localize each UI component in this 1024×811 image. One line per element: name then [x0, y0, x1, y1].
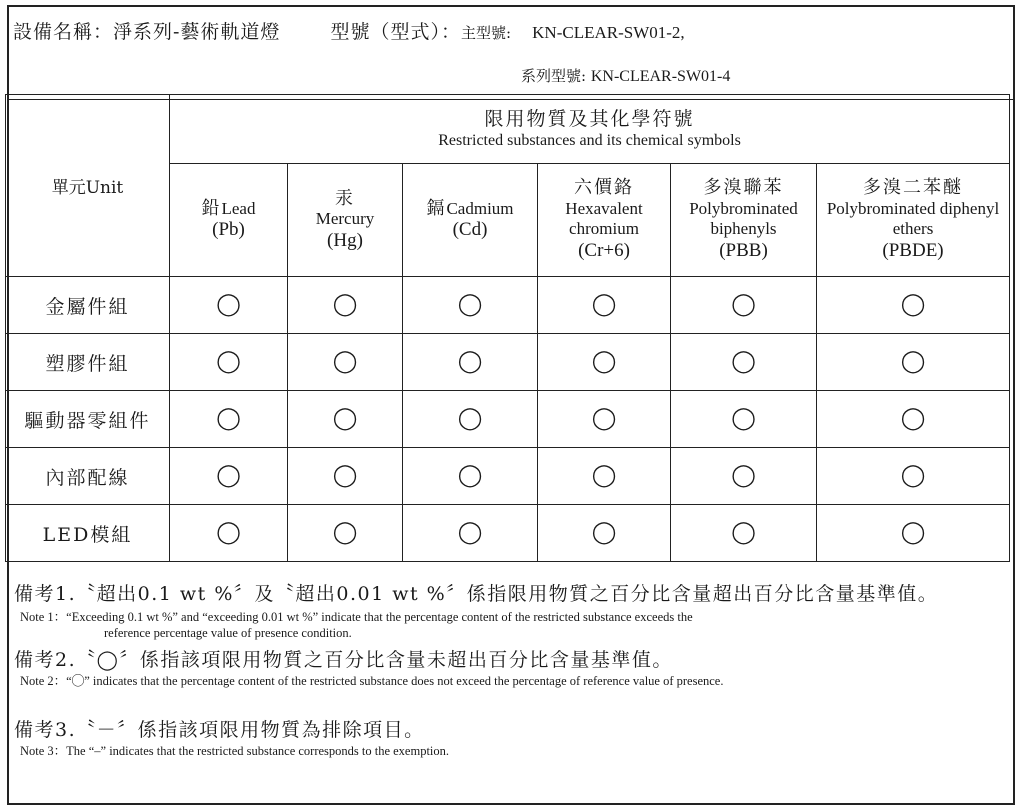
compliance-mark: ◯ — [817, 505, 1010, 562]
table-row — [6, 391, 1010, 448]
compliance-mark: ◯ — [817, 334, 1010, 391]
row-label: 內部配線 — [6, 448, 170, 505]
compliance-mark: ◯ — [817, 391, 1010, 448]
table-row — [6, 334, 1010, 391]
compliance-mark: ◯ — [403, 334, 538, 391]
compliance-mark: ◯ — [538, 277, 671, 334]
table-row — [6, 277, 1010, 334]
compliance-mark: ◯ — [403, 505, 538, 562]
substance-header-pbb: 多溴聯苯 Polybrominated biphenyls (PBB) — [671, 164, 817, 277]
compliance-mark: ◯ — [288, 391, 403, 448]
compliance-mark: ◯ — [671, 334, 817, 391]
header-line-1 — [13, 17, 685, 44]
substance-header-pbde: 多溴二苯醚 Polybrominated diphenyl ethers (PBDE) — [817, 164, 1010, 277]
compliance-mark: ◯ — [538, 448, 671, 505]
main-model-label: 主型號: — [460, 24, 512, 42]
compliance-mark: ◯ — [288, 505, 403, 562]
restricted-header-en: Restricted substances and its chemical symbols — [438, 131, 741, 149]
row-label: 驅動器零組件 — [6, 391, 170, 448]
compliance-mark: ◯ — [817, 448, 1010, 505]
series-model: KN-CLEAR-SW01-4 — [590, 68, 731, 85]
note-2-zh: 備考2.〝◯〞係指該項限用物質之百分比含量未超出百分比含量基準值。 — [14, 649, 673, 671]
restricted-header-zh: 限用物質及其化學符號 — [484, 108, 695, 130]
compliance-mark: ◯ — [671, 505, 817, 562]
compliance-mark: ◯ — [288, 277, 403, 334]
substance-header-mercury: 汞 Mercury (Hg) — [288, 164, 403, 277]
header-line-2 — [521, 65, 730, 86]
note-3-zh: 備考3.〝－〞係指該項限用物質為排除項目。 — [14, 719, 425, 741]
row-label: LED模組 — [6, 505, 170, 562]
compliance-mark: ◯ — [671, 448, 817, 505]
compliance-mark: ◯ — [671, 277, 817, 334]
compliance-mark: ◯ — [170, 277, 288, 334]
compliance-mark: ◯ — [170, 334, 288, 391]
compliance-mark: ◯ — [403, 277, 538, 334]
substance-header-lead: 鉛Lead (Pb) — [170, 164, 288, 277]
compliance-mark: ◯ — [403, 448, 538, 505]
compliance-mark: ◯ — [403, 391, 538, 448]
device-name-label: 設備名稱： — [13, 21, 114, 43]
substance-header-hexavalent-chromium: 六價鉻 Hexavalent chromium (Cr+6) — [538, 164, 671, 277]
compliance-mark: ◯ — [170, 448, 288, 505]
compliance-mark: ◯ — [170, 391, 288, 448]
series-model-label: 系列型號: — [521, 67, 587, 85]
model-colon: ： — [440, 21, 461, 43]
compliance-mark: ◯ — [288, 448, 403, 505]
note-1-zh: 備考1.〝超出0.1 wt %〞及〝超出0.01 wt %〞係指限用物質之百分比含量超出百分比含量基準值。 — [14, 583, 939, 605]
table-row — [6, 448, 1010, 505]
unit-header: 單元Unit — [6, 95, 170, 277]
compliance-mark: ◯ — [538, 505, 671, 562]
compliance-mark: ◯ — [817, 277, 1010, 334]
compliance-mark: ◯ — [538, 334, 671, 391]
main-model: KN-CLEAR-SW01-2, — [532, 23, 685, 42]
compliance-mark: ◯ — [538, 391, 671, 448]
compliance-mark: ◯ — [288, 334, 403, 391]
notes-section — [14, 579, 1004, 759]
note-2-en: Note 2：“◯” indicates that the percentage content of the restricted substance does not exceed the percentage of reference value of presence. — [20, 674, 724, 688]
row-label: 金屬件組 — [6, 277, 170, 334]
note-1-en-continued: reference percentage value of presence condition. — [104, 626, 352, 640]
restricted-header — [170, 95, 1010, 164]
compliance-mark: ◯ — [170, 505, 288, 562]
note-3-en: Note 3：The “–” indicates that the restricted substance corresponds to the exemption. — [20, 744, 450, 758]
device-name: 淨系列-藝術軌道燈 — [113, 21, 281, 43]
compliance-mark: ◯ — [671, 391, 817, 448]
note-1-en: Note 1：“Exceeding 0.1 wt %” and “exceeding 0.01 wt %” indicate that the percentage content of the restricted substance exceeds the — [20, 610, 693, 624]
substance-header-cadmium: 鎘Cadmium (Cd) — [403, 164, 538, 277]
restricted-substances-table — [5, 94, 1010, 562]
row-label: 塑膠件組 — [6, 334, 170, 391]
model-label: 型號（型式） — [330, 21, 441, 43]
table-row — [6, 505, 1010, 562]
